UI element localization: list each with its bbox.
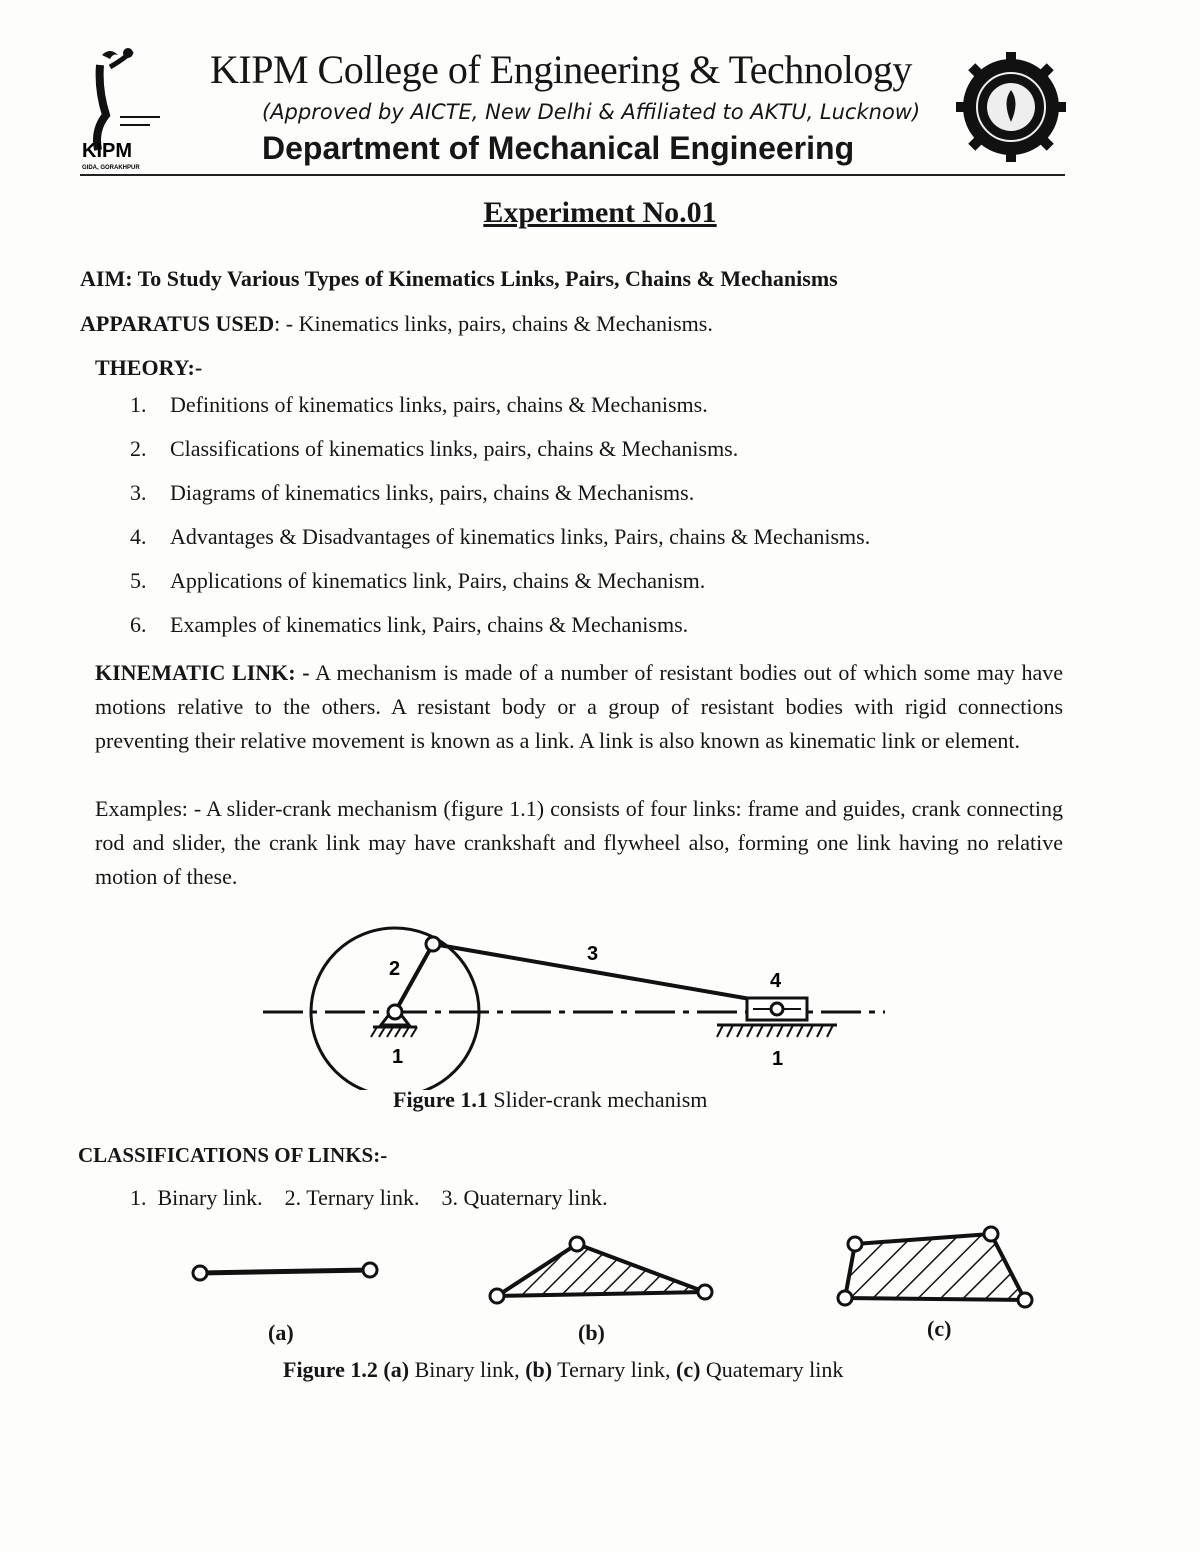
examples-paragraph: Examples: - A slider-crank mechanism (figure 1.1) consists of four links: frame and guides, crank connecting rod and slider, the crank link may have crankshaft and flywheel also, forming one link having no relative motion of these. [95,796,1063,889]
theory-heading: THEORY:- [95,355,203,380]
logo-subtext: GIDA, GORAKHPUR [82,165,140,171]
aim-text: To Study Various Types of Kinematics Links, Pairs, Chains & Mechanisms [137,266,838,291]
list-item: 2. Classifications of kinematics links, pairs, chains & Mechanisms. [130,436,739,461]
apparatus-line [80,311,713,337]
fig1-label-2: 2 [389,958,401,980]
binary-link-figure [185,1255,385,1291]
fig2-label-a: (a) [268,1320,294,1345]
list-item: 1. Definitions of kinematics links, pairs, chains & Mechanisms. [130,392,708,417]
list-item: 4. Advantages & Disadvantages of kinematics links, Pairs, chains & Mechanisms. [130,524,871,549]
fig2-label-c: (c) [927,1316,952,1341]
kinematic-link-label: KINEMATIC LINK: - [95,660,310,685]
aim-line [80,266,838,292]
theory-list [130,392,870,656]
experiment-title: Experiment No.01 [483,196,717,229]
kinematic-link-paragraph [95,656,1063,758]
university-seal-icon [956,52,1066,162]
kipm-logo [80,45,180,175]
apparatus-label: APPARATUS USED [80,311,275,336]
department-name: Department of Mechanical Engineering [262,130,855,166]
classifications-list: 1. Binary link. 2. Ternary link. 3. Quaternary link. [130,1185,608,1210]
logo-text: KIPM [82,140,132,162]
quaternary-link-figure [835,1222,1040,1312]
figure1-caption: Figure 1.1 Slider-crank mechanism [393,1087,708,1112]
aim-label: AIM: [80,266,133,291]
fig1-label-1b: 1 [772,1048,784,1070]
apparatus-text: : - Kinematics links, pairs, chains & Mechanisms. [274,311,713,336]
list-item: 6. Examples of kinematics link, Pairs, chains & Mechanisms. [130,612,689,637]
kinematic-link-text: A mechanism is made of a number of resistant bodies out of which some may have motions relative to the others. A resistant body or a group of resistant bodies with rigid connections preventing their relative movement is known as a link. A link is also known as kinematic link or element. [95,660,1064,753]
approval-line: (Approved by AICTE, New Delhi & Affiliated to AKTU, Lucknow) [262,100,921,124]
classifications-heading: CLASSIFICATIONS OF LINKS:- [78,1143,388,1167]
fig2-label-b: (b) [578,1320,605,1345]
header-rule [80,174,1065,176]
ternary-link-figure [485,1232,715,1312]
college-name: KIPM College of Engineering & Technology [210,47,912,92]
fig1-label-4: 4 [770,970,782,992]
figure2-caption: Figure 1.2 (a) Binary link, (b) Ternary link, (c) Quatemary link [283,1357,844,1382]
fig1-label-1a: 1 [392,1046,404,1068]
slider-crank-figure [255,925,895,1090]
list-item: 5. Applications of kinematics link, Pairs, chains & Mechanism. [130,568,706,593]
fig1-label-3: 3 [587,943,599,965]
list-item: 3. Diagrams of kinematics links, pairs, chains & Mechanisms. [130,480,695,505]
